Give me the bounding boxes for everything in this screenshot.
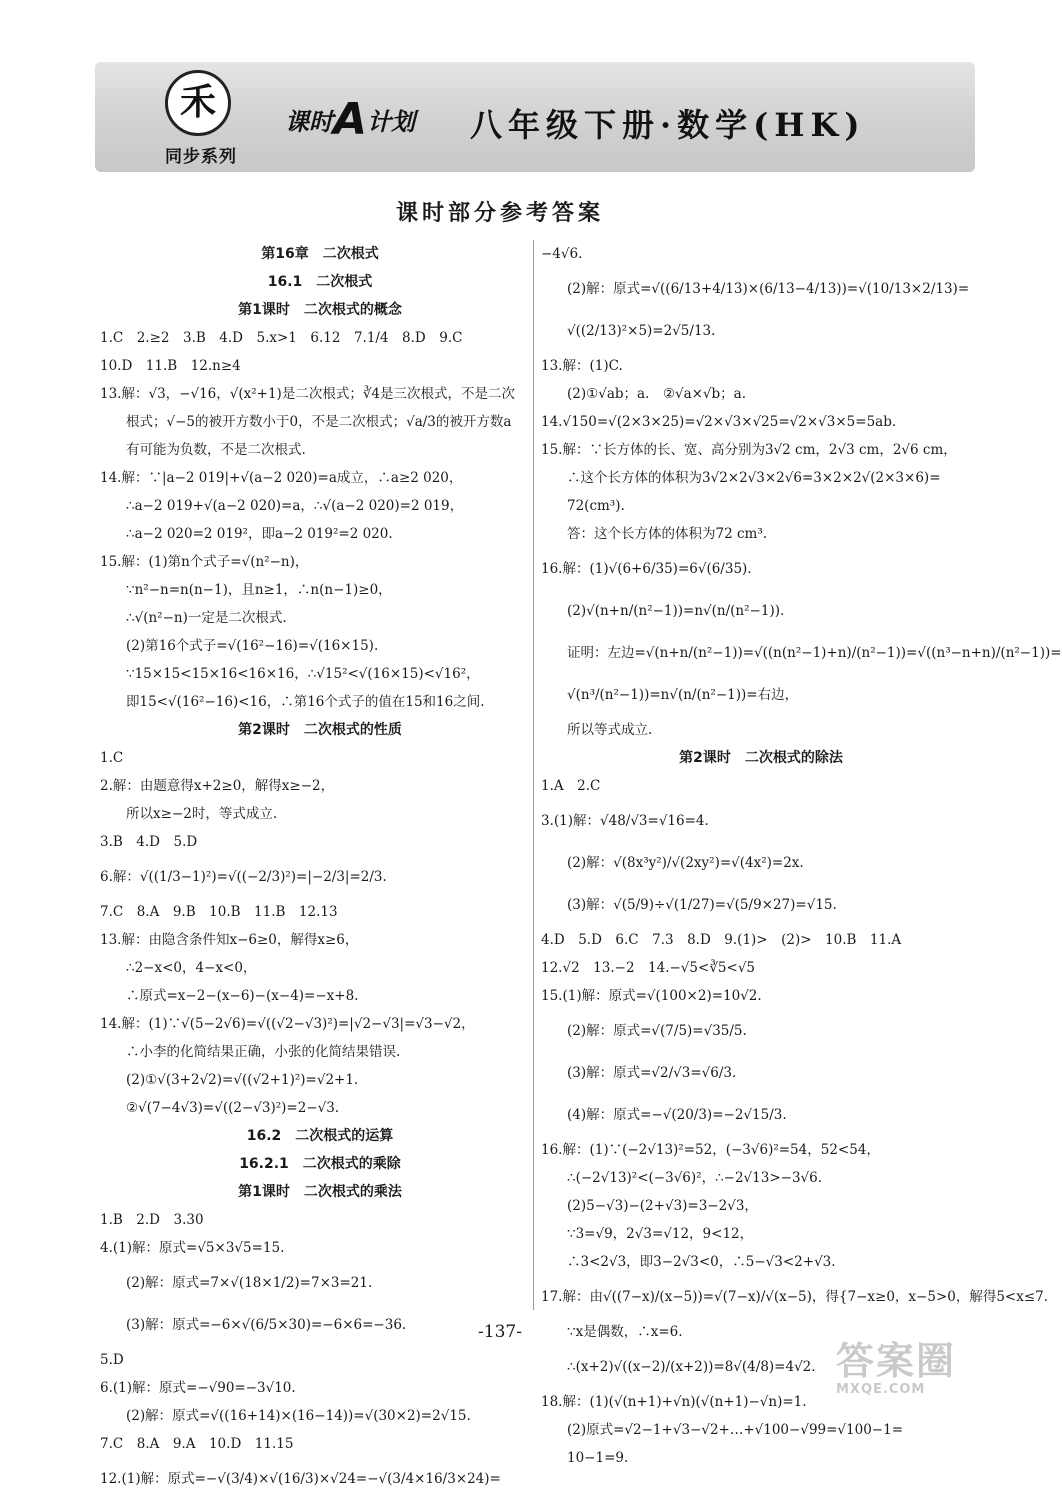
- answer-line: (2)①√ab；a. ②√a×√b；a.: [567, 386, 747, 402]
- section-heading: 16.2 二次根式的运算: [246, 1128, 394, 1144]
- section-heading: 第1课时 二次根式的乘法: [238, 1184, 402, 1200]
- series-label: 同步系列: [165, 147, 237, 167]
- section-heading: 16.1 二次根式: [267, 274, 373, 290]
- answer-line: 13.解：(1)C.: [541, 358, 623, 374]
- page-number: -137-: [478, 1322, 522, 1342]
- book-title: 八年级下册·数学(HK): [470, 106, 866, 144]
- answer-line: ∴(−2√13)²<(−3√6)²，∴−2√13>−3√6.: [567, 1170, 823, 1186]
- answer-line: 所以x≥−2时，等式成立.: [126, 806, 278, 822]
- answer-line: (2)解：原式=7×√(18×1/2)=7×3=21.: [126, 1275, 373, 1291]
- answer-line: 3.B 4.D 5.D: [100, 834, 198, 850]
- answer-line: (2)原式=√2−1+√3−√2+…+√100−√99=√100−1=: [567, 1422, 904, 1438]
- book-header: [95, 62, 975, 172]
- column-divider: [533, 240, 534, 1310]
- answer-line: 1.B 2.D 3.30: [100, 1212, 204, 1228]
- brand-big: A: [333, 94, 368, 145]
- section-heading: 第1课时 二次根式的概念: [238, 302, 402, 318]
- answer-line: 根式；√−5的被开方数小于0，不是二次根式；√a/3的被开方数a: [126, 414, 512, 430]
- answer-line: 10.D 11.B 12.n≥4: [100, 358, 241, 374]
- answer-line: 15.解：(1)第n个式子=√(n²−n)，: [100, 554, 309, 570]
- answer-line: 12.(1)解：原式=−√(3/4)×√(16/3)×√24=−√(3/4×16/3×24)=: [100, 1471, 501, 1487]
- section-heading: 第2课时 二次根式的性质: [238, 722, 402, 738]
- answer-line: (4)解：原式=−√(20/3)=−2√15/3.: [567, 1107, 787, 1123]
- answer-line: (2)①√(3+2√2)=√((√2+1)²)=√2+1.: [126, 1072, 359, 1088]
- answer-line: ∵3=√9，2√3=√12，9<12，: [567, 1226, 754, 1242]
- answer-line: 16.解：(1)∵(−2√13)²=52，(−3√6)²=54，52<54，: [541, 1142, 880, 1158]
- left-column: [100, 240, 540, 1500]
- answer-line: 14.√150=√(2×3×25)=√2×√3×√25=√2×√3×5=5ab.: [541, 414, 897, 430]
- answer-line: (2)√(n+n/(n²−1))=n√(n/(n²−1)).: [567, 603, 785, 619]
- answer-line: 13.解：由隐含条件知x−6≥0，解得x≥6，: [100, 932, 359, 948]
- answer-line: 14.解：(1)∵√(5−2√6)=√((√2−√3)²)=|√2−√3|=√3−√2，: [100, 1016, 475, 1032]
- answer-line: −4√6.: [541, 246, 583, 262]
- section-heading: 16.2.1 二次根式的乘除: [239, 1156, 401, 1172]
- answer-line: (2)第16个式子=√(16²−16)=√(16×15).: [126, 638, 379, 654]
- watermark-url: MXQE.COM: [836, 1382, 926, 1397]
- answer-line: 13.解：√3，−√16，√(x²+1)是二次根式；∛4是三次根式，不是二次: [100, 386, 516, 402]
- answer-line: ∵n²−n=n(n−1)，且n≥1，∴n(n−1)≥0，: [126, 582, 392, 598]
- answer-line: ∴(x+2)√((x−2)/(x+2))=8√(4/8)=4√2.: [567, 1359, 816, 1375]
- answer-line: 6.(1)解：原式=−√90=−3√10.: [100, 1380, 296, 1396]
- watermark: [836, 1340, 986, 1402]
- answer-line: √((2/13)²×5)=2√5/13.: [567, 323, 716, 339]
- answer-line: ∴√(n²−n)一定是二次根式.: [126, 610, 287, 626]
- page-title: 课时部分参考答案: [395, 201, 604, 226]
- answer-line: 1.C 2.≥2 3.B 4.D 5.x>1 6.12 7.1/4 8.D 9.C: [100, 330, 463, 346]
- answer-line: (2)解：原式=√(7/5)=√35/5.: [567, 1023, 747, 1039]
- answer-line: 即15<√(16²−16)<16，∴第16个式子的值在15和16之间.: [126, 694, 485, 710]
- answer-line: (2)解：√(8x³y²)/√(2xy²)=√(4x²)=2x.: [567, 855, 804, 871]
- answer-line: 10−1=9.: [567, 1450, 629, 1466]
- answer-line: 有可能为负数，不是二次根式.: [126, 442, 306, 458]
- answer-line: 7.C 8.A 9.A 10.D 11.15: [100, 1436, 294, 1452]
- brand-title: [285, 94, 415, 145]
- answer-line: 17.解：由√((7−x)/(x−5))=√(7−x)/√(x−5)，得{7−x≥0，x−5>0，解得5<x≤7.: [541, 1289, 1049, 1305]
- answer-line: 6.解：√((1/3−1)²)=√((−2/3)²)=|−2/3|=2/3.: [100, 869, 387, 885]
- answer-line: ∴2−x<0，4−x<0，: [126, 960, 257, 976]
- answer-line: ∴3<2√3，即3−2√3<0，∴5−√3<2+√3.: [567, 1254, 836, 1270]
- answer-line: 证明：左边=√(n+n/(n²−1))=√((n(n²−1)+n)/(n²−1))=√((n³−n+n)/(n²−1))=: [567, 645, 1062, 661]
- answer-line: (3)解：原式=√2/√3=√6/3.: [567, 1065, 737, 1081]
- answer-line: (2)解：原式=√((16+14)×(16−14))=√(30×2)=2√15.: [126, 1408, 471, 1424]
- answer-line: 14.解：∵|a−2 019|+√(a−2 020)=a成立，∴a≥2 020，: [100, 470, 463, 486]
- answer-line: 15.解：∵长方体的长、宽、高分别为3√2 cm，2√3 cm，2√6 cm，: [541, 442, 957, 458]
- answer-line: ∵x是偶数，∴x=6.: [567, 1324, 683, 1340]
- answer-line: ∴a−2 020=2 019²，即a−2 019²=2 020.: [126, 526, 393, 542]
- answer-line: 答：这个长方体的体积为72 cm³.: [567, 526, 768, 542]
- answer-line: 5.D: [100, 1352, 124, 1368]
- watermark-text: 答案圈: [836, 1339, 957, 1383]
- section-heading: 第2课时 二次根式的除法: [679, 750, 843, 766]
- answer-line: ∴小李的化简结果正确，小张的化简结果错误.: [126, 1044, 401, 1060]
- answer-line: 4.D 5.D 6.C 7.3 8.D 9.(1)> (2)> 10.B 11.A: [541, 932, 902, 948]
- answer-line: (2)解：原式=√((6/13+4/13)×(6/13−4/13))=√(10/13×2/13)=: [567, 281, 970, 297]
- publisher-logo: [155, 66, 245, 166]
- answer-line: 7.C 8.A 9.B 10.B 11.B 12.13: [100, 904, 338, 920]
- answer-line: 1.C: [100, 750, 124, 766]
- answer-line: 18.解：(1)(√(n+1)+√n)(√(n+1)−√n)=1.: [541, 1394, 807, 1410]
- answer-line: ∴原式=x−2−(x−6)−(x−4)=−x+8.: [126, 988, 359, 1004]
- answer-line: 12.√2 13.−2 14.−√5<∛5<√5: [541, 960, 756, 976]
- answer-line: ∵15×15<15×16<16×16，∴√15²<√(16×15)<√16²，: [126, 666, 480, 682]
- answer-line: 所以等式成立.: [567, 722, 653, 738]
- brand-post: 计划: [367, 108, 416, 136]
- logo-mark: 禾: [165, 70, 231, 136]
- answer-line: 2.解：由题意得x+2≥0，解得x≥−2，: [100, 778, 335, 794]
- answer-line: (3)解：√(5/9)÷√(1/27)=√(5/9×27)=√15.: [567, 897, 837, 913]
- answer-line: ∴a−2 019+√(a−2 020)=a，∴√(a−2 020)=2 019，: [126, 498, 464, 514]
- answer-line: 4.(1)解：原式=√5×3√5=15.: [100, 1240, 285, 1256]
- answer-line: ②√(7−4√3)=√((2−√3)²)=2−√3.: [126, 1100, 340, 1116]
- answer-line: 72(cm³).: [567, 498, 625, 514]
- answer-line: (3)解：原式=−6×√(6/5×30)=−6×6=−36.: [126, 1317, 407, 1333]
- answer-line: 16.解：(1)√(6+6/35)=6√(6/35).: [541, 561, 752, 577]
- section-heading: 第16章 二次根式: [261, 246, 379, 262]
- brand-pre: 课时: [285, 108, 333, 136]
- answer-line: ∴这个长方体的体积为3√2×2√3×2√6=3×2×2√(2×3×6)=: [567, 470, 941, 486]
- answer-line: 1.A 2.C: [541, 778, 601, 794]
- answer-line: √(n³/(n²−1))=n√(n/(n²−1))=右边，: [567, 687, 799, 703]
- answer-line: (2)5−√3)−(2+√3)=3−2√3，: [567, 1198, 758, 1214]
- right-column: [541, 240, 1062, 1472]
- answer-line: 3.(1)解：√48/√3=√16=4.: [541, 813, 709, 829]
- answer-line: 15.(1)解：原式=√(100×2)=10√2.: [541, 988, 762, 1004]
